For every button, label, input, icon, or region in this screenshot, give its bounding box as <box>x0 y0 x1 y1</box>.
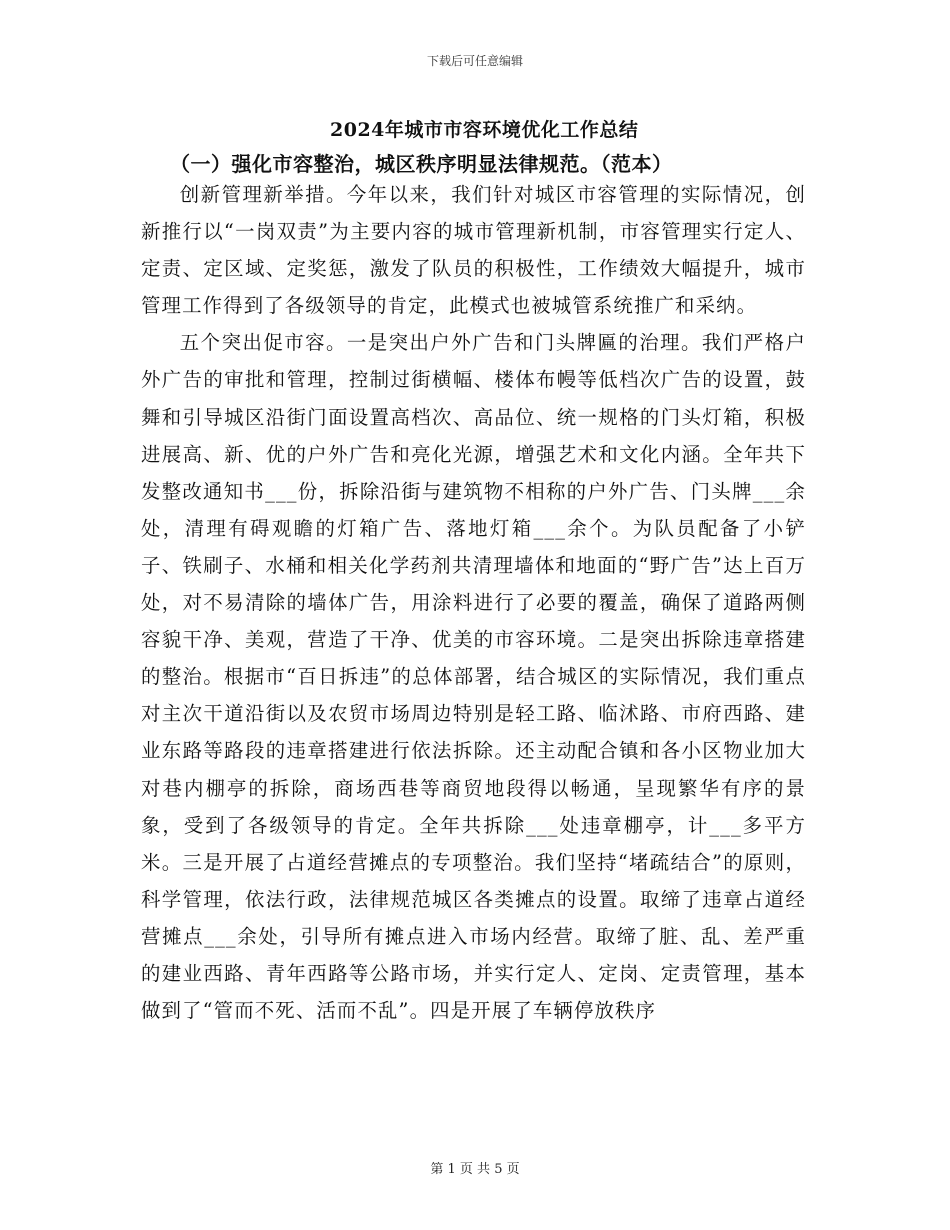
paragraph: 创新管理新举措。今年以来，我们针对城区市容管理的实际情况，创新推行以“一岗双责”为主要内容的城市管理新机制，市容管理实行定人、定责、定区域、定奖惩，激发了队员的积极性，工作绩效大幅提升，城市管理工作得到了各级领导的肯定，此模式也被城管系统推广和采纳。 <box>141 183 806 318</box>
document-title: 2024年城市市容环境优化工作总结 <box>330 119 639 141</box>
paragraph: 五个突出促市容。一是突出户外广告和门头牌匾的治理。我们严格户外广告的审批和管理，控制过街横幅、楼体布幔等低档次广告的设置，鼓舞和引导城区沿街门面设置高档次、高品位、统一规格的门头灯箱，积极进展高、新、优的户外广告和亮化光源，增强艺术和文化内涵。全年共下发整改通知书___份，拆除沿街与建筑物不相称的户外广告、门头牌___余处，清理有碍观瞻的灯箱广告、落地灯箱___余个。为队员配备了小铲子、铁刷子、水桶和相关化学药剂共清理墙体和地面的“野广告”达上百万处，对不易清除的墙体广告，用涂料进行了必要的覆盖，确保了道路两侧容貌干净、美观，营造了干净、优美的市容环境。二是突出拆除违章搭建的整治。根据市“百日拆违”的总体部署，结合城区的实际情况，我们重点对主次干道沿街以及农贸市场周边特别是轻工路、临沭路、市府西路、建业东路等路段的违章搭建进行依法拆除。还主动配合镇和各小区物业加大对巷内棚亭的拆除，商场西巷等商贸地段得以畅通，呈现繁华有序的景象，受到了各级领导的肯定。全年共拆除___处违章棚亭，计___多平方米。三是开展了占道经营摊点的专项整治。我们坚持“堵疏结合”的原则，科学管理，依法行政，法律规范城区各类摊点的设置。取缔了违章占道经营摊点___余处，引导所有摊点进入市场内经营。取缔了脏、乱、差严重的建业西路、青年西路等公路市场，并实行定人、定岗、定责管理，基本做到了“管而不死、活而不乱”。四是开展了车辆停放秩序 <box>141 331 806 1023</box>
page-header-note: 下载后可任意编辑 <box>426 54 523 68</box>
document-body <box>141 176 806 1029</box>
section-heading: （一）强化市容整治，城区秩序明显法律规范。（范本） <box>170 152 673 176</box>
page-number-footer: 第 1 页 共 5 页 <box>430 1162 520 1177</box>
